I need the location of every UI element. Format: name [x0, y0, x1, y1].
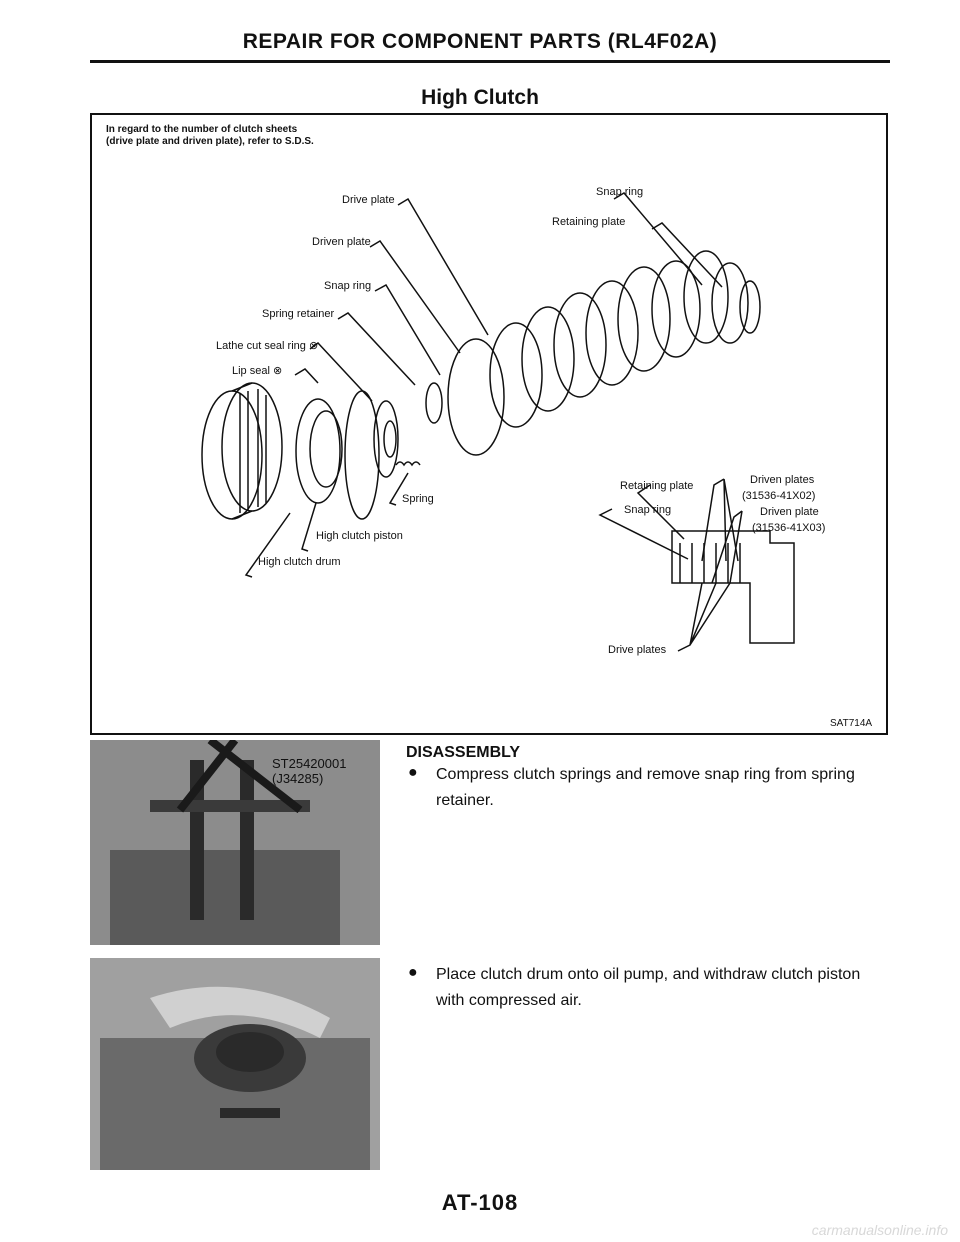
label-driven-plate-part: (31536-41X03): [752, 522, 826, 534]
watermark: carmanualsonline.info: [811, 1222, 948, 1238]
tool-number: ST25420001: [272, 756, 347, 771]
label-lathe-cut-seal-ring-text: Lathe cut seal ring: [216, 340, 306, 352]
figure-note-line-1: In regard to the number of clutch sheets: [106, 124, 298, 135]
label-spring-retainer: Spring retainer: [262, 308, 335, 320]
page-header-title: REPAIR FOR COMPONENT PARTS (RL4F02A): [242, 30, 718, 53]
header-rule: [90, 60, 890, 63]
label-lip-seal: [232, 364, 282, 377]
figure-note-line-2: (drive plate and driven plate), refer to S.D.S.: [106, 136, 314, 147]
label-high-clutch-drum: High clutch drum: [258, 556, 341, 568]
disassembly-title: DISASSEMBLY: [406, 744, 521, 761]
photo-withdraw-piston-illustration: [90, 958, 380, 1170]
step-2-line-1: Place clutch drum onto oil pump, and withdraw clutch piston: [436, 966, 861, 983]
label-drive-plate: Drive plate: [342, 194, 395, 206]
label-lathe-cut-seal-ring: [216, 339, 318, 352]
label-retaining-plate-top: Retaining plate: [552, 216, 626, 228]
disassembly-step-2: [436, 962, 860, 1014]
label-snap-ring: Snap ring: [324, 280, 372, 292]
label-high-clutch-piston: High clutch piston: [316, 530, 403, 542]
step-1-line-2: retainer.: [436, 792, 494, 809]
disassembly-step-1: [436, 762, 855, 814]
label-snap-ring-detail: Snap ring: [624, 504, 672, 516]
label-snap-ring-top: Snap ring: [596, 186, 644, 198]
figure-code: SAT714A: [830, 718, 873, 729]
label-driven-plate: Driven plate: [760, 506, 819, 518]
label-retaining-plate-detail: Retaining plate: [620, 480, 694, 492]
label-spring: Spring: [402, 493, 434, 505]
bullet-icon: ●: [408, 764, 418, 781]
step-1-line-1: Compress clutch springs and remove snap ring from spring: [436, 766, 855, 783]
bullet-icon: ●: [408, 964, 418, 981]
label-drive-plates: Drive plates: [608, 644, 667, 656]
label-lip-seal-text: Lip seal: [232, 365, 270, 377]
photo-compress-springs: [90, 740, 380, 945]
step-2-line-2: with compressed air.: [436, 992, 582, 1009]
tool-number-alt: (J34285): [272, 771, 324, 786]
section-title: High Clutch: [421, 86, 539, 109]
label-driven-plates-part: (31536-41X02): [742, 490, 816, 502]
clutch-exploded-drawing: [90, 113, 888, 735]
replace-part-icon: ⊗: [308, 340, 319, 352]
page-number: AT-108: [441, 1190, 519, 1215]
tool-callout: [272, 756, 346, 786]
label-driven-plates: Driven plates: [750, 474, 815, 486]
replace-part-icon: ⊗: [272, 365, 283, 377]
label-driven-plate: Driven plate: [312, 236, 371, 248]
photo-withdraw-piston: [90, 958, 380, 1170]
